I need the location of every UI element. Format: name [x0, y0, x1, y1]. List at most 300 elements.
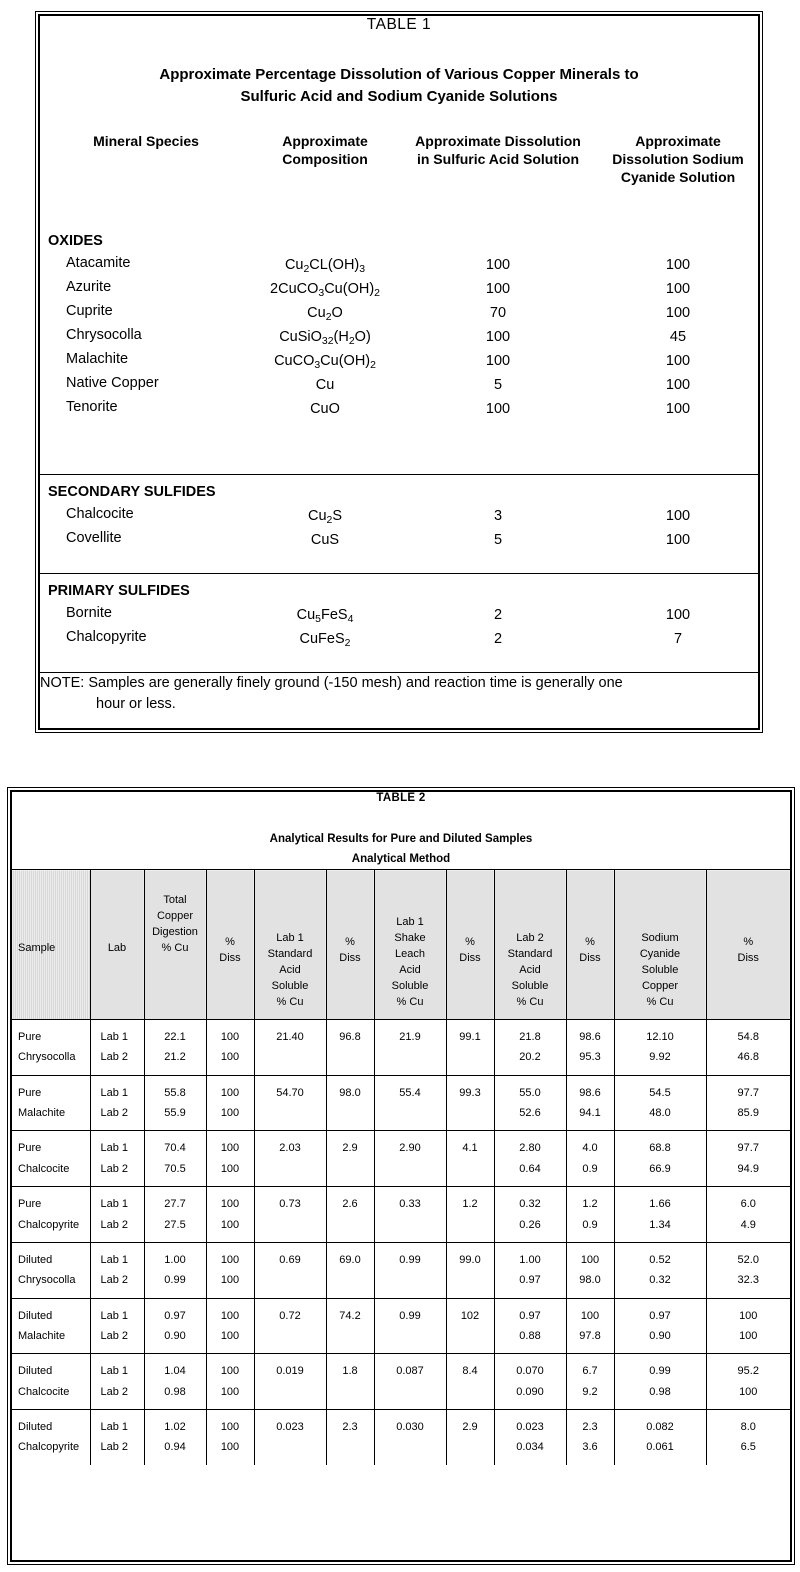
- lab-2-value: [332, 1437, 369, 1457]
- lab-1-value: 0.32: [519, 1198, 541, 1211]
- lab-2-value: [332, 1326, 369, 1346]
- table-2-col-header-diss-4: [566, 870, 614, 1020]
- lab-2-value: [380, 1326, 441, 1346]
- pct-diss-3-cell: [446, 1354, 494, 1410]
- lab-2-value: 94.9: [737, 1162, 759, 1175]
- lab-2-value: [260, 1103, 321, 1123]
- section-title: PRIMARY SULFIDES: [48, 582, 190, 599]
- lab-1-value: 97.7: [737, 1086, 759, 1099]
- lab-2-value: 95.3: [579, 1051, 601, 1064]
- cyanide-value: 45: [669, 329, 687, 346]
- lab-1-value: 6.7: [582, 1365, 598, 1378]
- table-2-subtitle-line-1: Analytical Results for Pure and Diluted Samples: [269, 833, 533, 845]
- lab-2-value: 48.0: [649, 1107, 671, 1120]
- sodium-cyanide-soluble-cell: [614, 1131, 706, 1187]
- lab-1-value: 52.0: [737, 1253, 759, 1266]
- table-2-title-row: [12, 792, 790, 870]
- lab-1-value: 0.33: [399, 1198, 421, 1211]
- lab-2-value: [452, 1047, 489, 1067]
- table-2-col-header-sample: [12, 870, 90, 1020]
- spacer: [398, 224, 598, 253]
- lab-2-value: [260, 1270, 321, 1290]
- lab-2-value: 98.0: [579, 1274, 601, 1287]
- lab-1-value: 6.0: [740, 1198, 756, 1211]
- lab-1-value: Diluted: [18, 1365, 53, 1378]
- pct-diss-5-cell: [706, 1242, 790, 1298]
- lab-2-value: 0.034: [516, 1441, 544, 1454]
- table-1-header-row: [40, 132, 758, 224]
- lab-2-value: [452, 1270, 489, 1290]
- lab-1-value: 0.070: [516, 1365, 544, 1378]
- section-compositions: [252, 224, 398, 475]
- sample-cell: [12, 1131, 90, 1187]
- header-text: %: [465, 936, 475, 949]
- lab-1-value: Lab 1: [100, 1365, 129, 1378]
- lab-1-value: 2.9: [462, 1420, 478, 1433]
- header-text: Soluble: [271, 980, 309, 993]
- lab-1-value: 12.10: [646, 1031, 674, 1044]
- table-1-title-cell: [40, 16, 758, 132]
- pct-diss-1-cell: [206, 1020, 254, 1076]
- chemical-formula: $CuSiO_{32}(H_2O)$: [279, 329, 371, 347]
- header-text: Lab 1: [396, 916, 424, 929]
- lab1-standard-acid-cell: [254, 1242, 326, 1298]
- lab-1-value: Lab 1: [100, 1420, 129, 1433]
- lab-1-value: 2.9: [342, 1142, 358, 1155]
- pct-diss-2-cell: [326, 1187, 374, 1243]
- cyanide-value: 100: [665, 531, 691, 548]
- lab1-standard-acid-cell: [254, 1131, 326, 1187]
- lab-2-value: [452, 1326, 489, 1346]
- lab-1-value: 100: [220, 1309, 240, 1322]
- pct-diss-5-cell: [706, 1075, 790, 1131]
- lab-1-value: 21.40: [276, 1031, 304, 1044]
- header-text: Approximate: [635, 132, 721, 149]
- lab-2-value: [380, 1159, 441, 1179]
- header-text: Acid: [519, 964, 541, 977]
- table-2-col-header-diss-3: [446, 870, 494, 1020]
- lab-2-value: 46.8: [737, 1051, 759, 1064]
- lab-2-value: 4.9: [740, 1218, 756, 1231]
- header-text: Composition: [282, 151, 368, 168]
- lab-1-value: 54.5: [649, 1086, 671, 1099]
- note-line-1: NOTE: Samples are generally finely ground (-150 mesh) and reaction time is generally one: [40, 674, 623, 691]
- lab-1-value: 100: [220, 1198, 240, 1211]
- lab-1-value: 54.8: [737, 1031, 759, 1044]
- lab-2-value: 0.97: [519, 1274, 541, 1287]
- lab-2-value: 27.5: [164, 1218, 186, 1231]
- total-copper-cell: [144, 1298, 206, 1354]
- header-text: %: [345, 936, 355, 949]
- lab-2-value: 0.090: [516, 1385, 544, 1398]
- table-row: [12, 1020, 790, 1076]
- section-mineral-names: [40, 573, 252, 672]
- chemical-formula: $Cu_2CL(OH)_3$: [284, 256, 366, 275]
- header-text: Cyanide Solution: [620, 169, 736, 186]
- header-text: Approximate: [282, 132, 368, 149]
- table-1: [40, 16, 758, 728]
- lab-1-value: 54.70: [276, 1086, 304, 1099]
- lab-2-value: 0.26: [519, 1218, 541, 1231]
- lab-1-value: 21.8: [519, 1031, 541, 1044]
- note-line-2: hour or less.: [96, 696, 176, 713]
- lab-1-value: 98.0: [339, 1086, 361, 1099]
- header-text: Dissolution Sodium: [612, 151, 744, 168]
- lab-1-value: 0.99: [399, 1309, 421, 1322]
- lab1-shake-leach-cell: [374, 1409, 446, 1464]
- header-text: Diss: [339, 952, 361, 965]
- header-text: % Cu: [516, 996, 544, 1009]
- lab-2-value: [260, 1437, 321, 1457]
- table-1-title-row: [40, 16, 758, 132]
- lab-1-value: 1.02: [164, 1420, 186, 1433]
- lab-1-value: 0.019: [276, 1365, 304, 1378]
- lab-2-value: [380, 1047, 441, 1067]
- lab-1-value: 0.97: [164, 1309, 186, 1322]
- lab-1-value: 0.99: [649, 1365, 671, 1378]
- table-1-col-header-sodium-cyanide: [598, 132, 758, 224]
- lab-cell: [90, 1187, 144, 1243]
- table-2-title: TABLE 2: [376, 792, 426, 804]
- lab-1-value: Diluted: [18, 1253, 53, 1266]
- table-row-label: Tenorite: [66, 399, 118, 416]
- pct-diss-2-cell: [326, 1298, 374, 1354]
- lab-1-value: 1.04: [164, 1365, 186, 1378]
- lab-2-value: 20.2: [519, 1051, 541, 1064]
- pct-diss-3-cell: [446, 1075, 494, 1131]
- lab-2-value: 0.64: [519, 1162, 541, 1175]
- lab-1-value: 1.2: [462, 1198, 478, 1211]
- total-copper-cell: [144, 1409, 206, 1464]
- pct-diss-1-cell: [206, 1409, 254, 1464]
- header-text: Soluble: [641, 964, 679, 977]
- table-2: [12, 792, 790, 1465]
- lab-1-value: 100: [739, 1309, 758, 1322]
- lab-cell: [90, 1020, 144, 1076]
- header-text: % Cu: [276, 996, 304, 1009]
- lab-2-value: 55.9: [164, 1107, 186, 1120]
- sodium-cyanide-soluble-cell: [614, 1020, 706, 1076]
- lab-2-value: Lab 2: [100, 1274, 129, 1287]
- lab-1-value: 100: [220, 1420, 240, 1433]
- pct-diss-2-cell: [326, 1242, 374, 1298]
- sample-cell: [12, 1075, 90, 1131]
- lab-2-value: Lab 2: [100, 1051, 129, 1064]
- acid-value: 3: [493, 507, 503, 524]
- cyanide-value: 100: [665, 606, 691, 623]
- header-text: % Cu: [396, 996, 424, 1009]
- chemical-formula: $2CuCO_3Cu(OH)_2$: [270, 280, 380, 299]
- pct-diss-2-cell: [326, 1409, 374, 1464]
- pct-diss-3-cell: [446, 1409, 494, 1464]
- lab-2-value: 100: [220, 1051, 240, 1064]
- lab1-standard-acid-cell: [254, 1298, 326, 1354]
- lab1-shake-leach-cell: [374, 1298, 446, 1354]
- chemical-formula: CuS: [310, 531, 340, 548]
- lab-2-value: [452, 1159, 489, 1179]
- lab-2-value: 0.94: [164, 1441, 186, 1454]
- lab1-shake-leach-cell: [374, 1131, 446, 1187]
- spacer: [252, 224, 398, 253]
- lab-2-value: 0.32: [649, 1274, 671, 1287]
- total-copper-cell: [144, 1131, 206, 1187]
- lab-1-value: 55.0: [519, 1086, 541, 1099]
- table-row: [12, 1409, 790, 1464]
- lab-1-value: 0.023: [516, 1420, 544, 1433]
- pct-diss-2-cell: [326, 1354, 374, 1410]
- lab-2-value: Malachite: [18, 1329, 66, 1342]
- lab-1-value: 99.3: [459, 1086, 481, 1099]
- table-row: [12, 1075, 790, 1131]
- lab-2-value: 0.99: [164, 1274, 186, 1287]
- section-acid-values: [398, 224, 598, 475]
- table-row-label: Malachite: [66, 351, 129, 368]
- lab-2-value: 3.6: [582, 1441, 598, 1454]
- lab-2-value: 100: [220, 1385, 240, 1398]
- lab-1-value: Diluted: [18, 1309, 53, 1322]
- table-row-label: Azurite: [66, 278, 112, 295]
- lab-1-value: 100: [220, 1253, 240, 1266]
- pct-diss-3-cell: [446, 1187, 494, 1243]
- cyanide-value: 100: [665, 304, 691, 321]
- table-1-note: [40, 672, 758, 728]
- table-2-col-header-lab1-standard-acid: [254, 870, 326, 1020]
- lab2-standard-acid-cell: [494, 1131, 566, 1187]
- lab-1-value: 68.8: [649, 1142, 671, 1155]
- lab-2-value: [380, 1270, 441, 1290]
- lab-2-value: Malachite: [18, 1107, 66, 1120]
- table-row-label: Chrysocolla: [66, 327, 142, 344]
- lab-2-value: Lab 2: [100, 1329, 129, 1342]
- lab-2-value: 0.061: [646, 1441, 674, 1454]
- chemical-formula: CuFeS$_2$: [299, 630, 351, 649]
- table-2-title-cell: [12, 792, 790, 870]
- pct-diss-4-cell: [566, 1298, 614, 1354]
- lab-2-value: 6.5: [740, 1441, 756, 1454]
- lab2-standard-acid-cell: [494, 1298, 566, 1354]
- lab-2-value: 0.88: [519, 1329, 541, 1342]
- table-row-label: Bornite: [66, 604, 112, 621]
- pct-diss-1-cell: [206, 1298, 254, 1354]
- lab-1-value: Pure: [18, 1142, 42, 1155]
- lab-1-value: 1.66: [649, 1198, 671, 1211]
- lab-2-value: [332, 1047, 369, 1067]
- spacer: [598, 574, 758, 603]
- table-row-label: Cuprite: [66, 302, 113, 319]
- table-2-subtitle-line-2: Analytical Method: [351, 852, 451, 865]
- lab-2-value: 32.3: [737, 1274, 759, 1287]
- lab-2-value: 100: [220, 1329, 240, 1342]
- header-text: Sodium: [641, 932, 679, 945]
- pct-diss-3-cell: [446, 1242, 494, 1298]
- spacer: [398, 574, 598, 603]
- lab-2-value: 100: [220, 1107, 240, 1120]
- lab-1-value: 0.97: [649, 1309, 671, 1322]
- lab-2-value: Chrysocolla: [18, 1274, 76, 1287]
- lab-2-value: 70.5: [164, 1162, 186, 1175]
- lab-2-value: [452, 1382, 489, 1402]
- lab-1-value: 2.6: [342, 1198, 358, 1211]
- lab-2-value: Chalcopyrite: [18, 1218, 80, 1231]
- cyanide-value: 100: [665, 256, 691, 273]
- table-row-label: Chalcopyrite: [66, 628, 147, 645]
- lab-1-value: 4.1: [462, 1142, 478, 1155]
- lab-2-value: 0.9: [582, 1218, 598, 1231]
- table-row-label: Covellite: [66, 529, 122, 546]
- chemical-formula: CuO: [310, 401, 340, 418]
- lab-1-value: 100: [220, 1031, 240, 1044]
- lab-2-value: Chalcopyrite: [18, 1441, 80, 1454]
- sample-cell: [12, 1242, 90, 1298]
- lab-1-value: Lab 1: [100, 1086, 129, 1099]
- lab1-standard-acid-cell: [254, 1354, 326, 1410]
- sample-cell: [12, 1298, 90, 1354]
- lab-2-value: [332, 1103, 369, 1123]
- lab1-shake-leach-cell: [374, 1020, 446, 1076]
- section-acid-values: [398, 474, 598, 573]
- lab-2-value: 85.9: [737, 1107, 759, 1120]
- acid-value: 5: [493, 531, 503, 548]
- acid-value: 100: [485, 353, 511, 370]
- lab-1-value: 55.4: [399, 1086, 421, 1099]
- pct-diss-5-cell: [706, 1354, 790, 1410]
- table-2-col-header-diss-2: [326, 870, 374, 1020]
- header-text: Leach: [395, 948, 425, 961]
- total-copper-cell: [144, 1354, 206, 1410]
- chemical-formula: $CuCO_3Cu(OH)_2$: [274, 353, 376, 371]
- lab1-standard-acid-cell: [254, 1409, 326, 1464]
- lab2-standard-acid-cell: [494, 1354, 566, 1410]
- lab-1-value: 100: [580, 1253, 600, 1266]
- header-text: Shake: [394, 932, 426, 945]
- section-title: OXIDES: [48, 232, 103, 249]
- sodium-cyanide-soluble-cell: [614, 1075, 706, 1131]
- pct-diss-4-cell: [566, 1409, 614, 1464]
- lab-1-value: Lab 1: [100, 1253, 129, 1266]
- lab-1-value: 0.087: [396, 1365, 424, 1378]
- acid-value: 100: [485, 280, 511, 297]
- acid-value: 2: [493, 630, 503, 647]
- lab-2-value: 1.34: [649, 1218, 671, 1231]
- lab-2-value: Lab 2: [100, 1441, 129, 1454]
- cyanide-value: 7: [673, 630, 683, 647]
- acid-value: 100: [485, 329, 511, 346]
- header-text: % Cu: [646, 996, 674, 1009]
- lab-1-value: Lab 1: [100, 1309, 129, 1322]
- pct-diss-4-cell: [566, 1242, 614, 1298]
- lab-1-value: 2.80: [519, 1142, 541, 1155]
- lab-2-value: [332, 1159, 369, 1179]
- lab-1-value: 2.3: [582, 1420, 598, 1433]
- table-1-section-primary-sulfides: [40, 573, 758, 672]
- lab-1-value: 0.082: [646, 1420, 674, 1433]
- header-text: Cyanide: [639, 948, 681, 961]
- header-text: in Sulfuric Acid Solution: [416, 151, 580, 168]
- lab-1-value: 100: [220, 1086, 240, 1099]
- total-copper-cell: [144, 1187, 206, 1243]
- lab-2-value: [332, 1382, 369, 1402]
- lab-2-value: [380, 1215, 441, 1235]
- pct-diss-1-cell: [206, 1354, 254, 1410]
- lab-1-value: 102: [460, 1309, 480, 1322]
- lab2-standard-acid-cell: [494, 1409, 566, 1464]
- header-text: Copper: [641, 980, 679, 993]
- lab-2-value: Lab 2: [100, 1107, 129, 1120]
- lab-1-value: Diluted: [18, 1420, 53, 1433]
- pct-diss-3-cell: [446, 1020, 494, 1076]
- lab-2-value: 0.98: [164, 1385, 186, 1398]
- table-2-col-header-total-copper: [144, 870, 206, 1020]
- lab-1-value: 27.7: [164, 1198, 186, 1211]
- sample-cell: [12, 1020, 90, 1076]
- lab1-shake-leach-cell: [374, 1354, 446, 1410]
- pct-diss-4-cell: [566, 1131, 614, 1187]
- table-row-label: Native Copper: [66, 375, 159, 392]
- lab-2-value: 100: [220, 1274, 240, 1287]
- header-text: %: [225, 936, 235, 949]
- lab2-standard-acid-cell: [494, 1187, 566, 1243]
- lab-2-value: 21.2: [164, 1051, 186, 1064]
- lab2-standard-acid-cell: [494, 1242, 566, 1298]
- lab-2-value: Chrysocolla: [18, 1051, 76, 1064]
- pct-diss-5-cell: [706, 1131, 790, 1187]
- lab-2-value: 94.1: [579, 1107, 601, 1120]
- lab2-standard-acid-cell: [494, 1075, 566, 1131]
- lab-1-value: 100: [220, 1365, 240, 1378]
- lab-1-value: 100: [580, 1309, 600, 1322]
- pct-diss-1-cell: [206, 1187, 254, 1243]
- pct-diss-5-cell: [706, 1298, 790, 1354]
- lab-2-value: [332, 1270, 369, 1290]
- section-compositions: [252, 573, 398, 672]
- lab-1-value: 1.8: [342, 1365, 358, 1378]
- lab-cell: [90, 1409, 144, 1464]
- lab1-standard-acid-cell: [254, 1020, 326, 1076]
- header-text: Sample: [18, 942, 56, 955]
- header-text: Approximate Dissolution: [415, 132, 581, 149]
- table-1-subtitle-line-2: Sulfuric Acid and Sodium Cyanide Solutions: [240, 87, 558, 105]
- header-text: Lab 2: [516, 932, 544, 945]
- sample-cell: [12, 1187, 90, 1243]
- table-2-header-row: [12, 870, 790, 1020]
- table-1-note-row: [40, 672, 758, 728]
- chemical-formula: Cu: [315, 377, 335, 394]
- header-text: Diss: [219, 952, 241, 965]
- table-2-container: [10, 790, 792, 1562]
- pct-diss-4-cell: [566, 1187, 614, 1243]
- lab-2-value: 100: [220, 1441, 240, 1454]
- lab-2-value: Chalcocite: [18, 1162, 70, 1175]
- sodium-cyanide-soluble-cell: [614, 1187, 706, 1243]
- pct-diss-1-cell: [206, 1242, 254, 1298]
- cyanide-value: 100: [665, 377, 691, 394]
- section-mineral-names: [40, 474, 252, 573]
- lab-2-value: [380, 1103, 441, 1123]
- section-title: SECONDARY SULFIDES: [48, 483, 216, 500]
- sodium-cyanide-soluble-cell: [614, 1242, 706, 1298]
- section-acid-values: [398, 573, 598, 672]
- header-text: % Cu: [161, 942, 189, 955]
- header-text: Acid: [279, 964, 301, 977]
- lab-2-value: [380, 1382, 441, 1402]
- lab-1-value: Pure: [18, 1031, 42, 1044]
- lab-1-value: Lab 1: [100, 1142, 129, 1155]
- lab-2-value: 9.2: [582, 1385, 598, 1398]
- lab-1-value: 95.2: [737, 1365, 759, 1378]
- table-1-col-header-sulfuric-acid: [398, 132, 598, 224]
- lab-2-value: Lab 2: [100, 1218, 129, 1231]
- lab2-standard-acid-cell: [494, 1020, 566, 1076]
